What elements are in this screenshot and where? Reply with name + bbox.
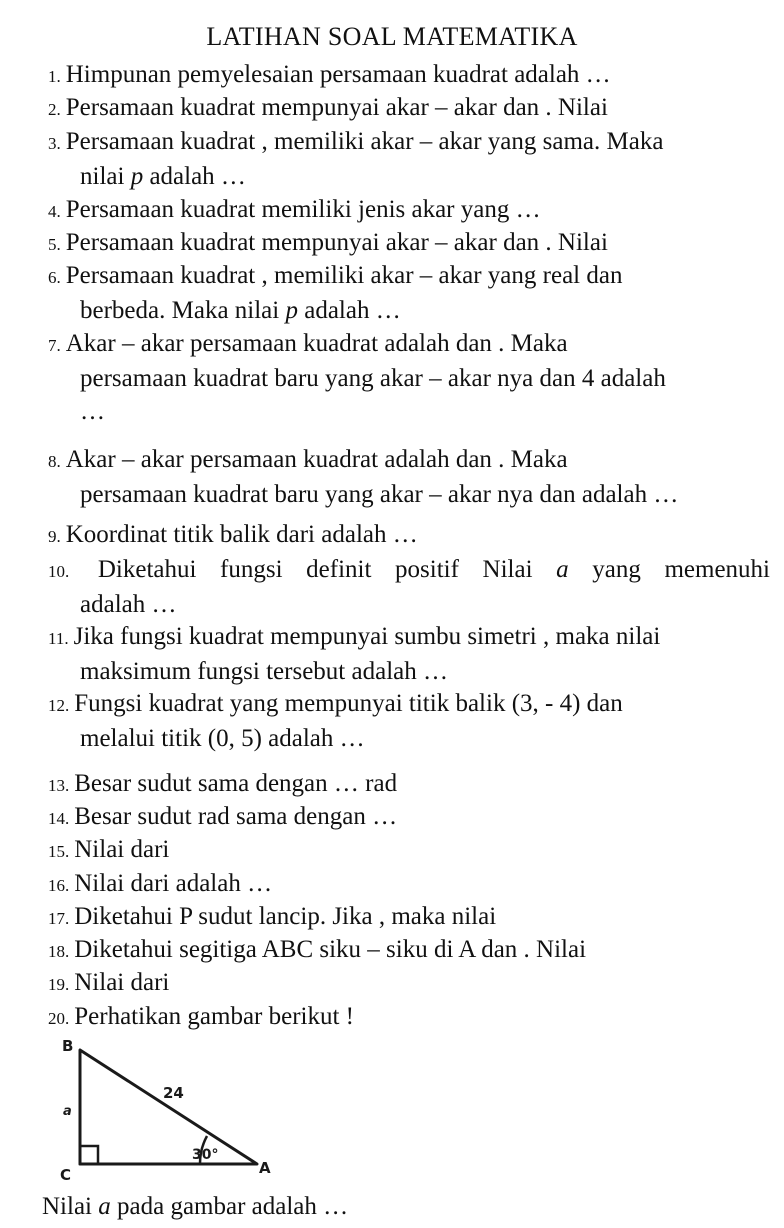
- question-number: 7.: [48, 336, 61, 355]
- question-text: Perhatikan gambar berikut !: [74, 1003, 355, 1030]
- question-text: Persamaan kuadrat mempunyai akar – akar dan . Nilai: [65, 229, 608, 256]
- triangle-shape: [80, 1050, 257, 1164]
- question-number: 11.: [48, 629, 69, 648]
- question-number: 2.: [48, 100, 61, 119]
- question-1: [48, 58, 770, 93]
- question-6: [48, 259, 770, 327]
- question-number: 18.: [48, 942, 70, 961]
- question-text: Persamaan kuadrat , memiliki akar – akar yang real dan: [65, 262, 623, 289]
- question-number: 6.: [48, 268, 61, 287]
- question-5: [48, 226, 770, 261]
- question-text: Persamaan kuadrat mempunyai akar – akar dan . Nilai: [65, 94, 608, 121]
- question-text-continued: …: [80, 398, 105, 425]
- question-7: [48, 327, 770, 428]
- question-9: [48, 518, 770, 553]
- right-triangle-figure: [52, 1034, 282, 1184]
- question-text: Akar – akar persamaan kuadrat adalah dan . Maka: [65, 446, 568, 473]
- question-number: 3.: [48, 134, 61, 153]
- variable-p: p: [130, 163, 144, 190]
- question-number: 19.: [48, 975, 70, 994]
- question-number: 4.: [48, 202, 61, 221]
- question-text-continued: persamaan kuadrat baru yang akar – akar nya dan adalah …: [80, 481, 679, 508]
- page-title: LATIHAN SOAL MATEMATIKA: [206, 22, 578, 51]
- question-15: [48, 833, 770, 868]
- question-number: 20.: [48, 1009, 70, 1028]
- question-18: [48, 933, 770, 968]
- question-text-continued: maksimum fungsi tersebut adalah …: [80, 658, 448, 685]
- question-text: Akar – akar persamaan kuadrat adalah dan . Maka: [65, 330, 568, 357]
- question-4: [48, 193, 770, 228]
- vertex-b-label: B: [62, 1037, 74, 1055]
- question-text: Nilai dari: [74, 969, 170, 996]
- question-number: 8.: [48, 452, 61, 471]
- question-number: 14.: [48, 809, 70, 828]
- question-text: Diketahui segitiga ABC siku – siku di A dan . Nilai: [74, 936, 587, 963]
- question-text: Diketahui fungsi definit positif Nilai: [97, 556, 557, 583]
- question-19: [48, 966, 770, 1001]
- question-text: Diketahui P sudut lancip. Jika , maka nilai: [74, 903, 497, 930]
- question-11: [48, 620, 770, 688]
- question-text-continued: nilai p adalah …: [80, 163, 246, 190]
- question-text: Besar sudut sama dengan … rad: [74, 770, 398, 797]
- side-a-label: a: [63, 1104, 72, 1119]
- question-number: 5.: [48, 235, 61, 254]
- question-number: 15.: [48, 842, 70, 861]
- question-text-continued: adalah …: [80, 591, 177, 618]
- question-13: [48, 767, 770, 802]
- question-10: 10. Diketahui fungsi definit positif Nilai a yang memenuhi adalah …: [48, 553, 770, 621]
- question-text-continued: berbeda. Maka nilai p adalah …: [80, 297, 401, 324]
- question-number: 12.: [48, 696, 70, 715]
- variable-p: p: [285, 297, 298, 324]
- question-number: 1.: [48, 67, 61, 86]
- angle-label: 30°: [192, 1147, 219, 1163]
- question-16: [48, 867, 770, 902]
- question-text: Persamaan kuadrat , memiliki akar – akar yang sama. Maka: [65, 128, 664, 155]
- question-12: [48, 687, 770, 755]
- question-text: Koordinat titik balik dari adalah …: [65, 521, 418, 548]
- question-text: Besar sudut rad sama dengan …: [74, 803, 398, 830]
- question-text: Persamaan kuadrat memiliki jenis akar yang …: [65, 196, 541, 223]
- variable-a: a: [98, 1193, 111, 1220]
- question-text: Himpunan pemyelesaian persamaan kuadrat adalah …: [65, 61, 611, 88]
- question-text: Jika fungsi kuadrat mempunyai sumbu simetri , maka nilai: [73, 623, 661, 650]
- vertex-c-label: C: [60, 1166, 72, 1184]
- vertex-a-label: A: [259, 1159, 271, 1177]
- final-question: Nilai a pada gambar adalah …: [42, 1193, 349, 1220]
- question-text: Nilai dari: [74, 836, 170, 863]
- question-number: 16.: [48, 876, 70, 895]
- question-number: 9.: [48, 527, 61, 546]
- right-angle-marker: [80, 1146, 98, 1164]
- question-text-continued: melalui titik (0, 5) adalah …: [80, 725, 365, 752]
- question-14: [48, 800, 770, 835]
- question-text-continued: persamaan kuadrat baru yang akar – akar nya dan 4 adalah: [80, 365, 666, 392]
- hypotenuse-label: 24: [163, 1084, 184, 1102]
- question-text: Fungsi kuadrat yang mempunyai titik balik (3, - 4) dan: [74, 690, 623, 717]
- question-number: 10.: [48, 562, 70, 581]
- question-3: [48, 125, 770, 193]
- question-2: [48, 91, 770, 126]
- variable-a: a: [556, 556, 569, 583]
- question-8: [48, 443, 770, 511]
- question-17: [48, 900, 770, 935]
- question-number: 13.: [48, 776, 70, 795]
- question-number: 17.: [48, 909, 70, 928]
- question-text: Nilai dari adalah …: [74, 870, 273, 897]
- question-20: [48, 1000, 770, 1035]
